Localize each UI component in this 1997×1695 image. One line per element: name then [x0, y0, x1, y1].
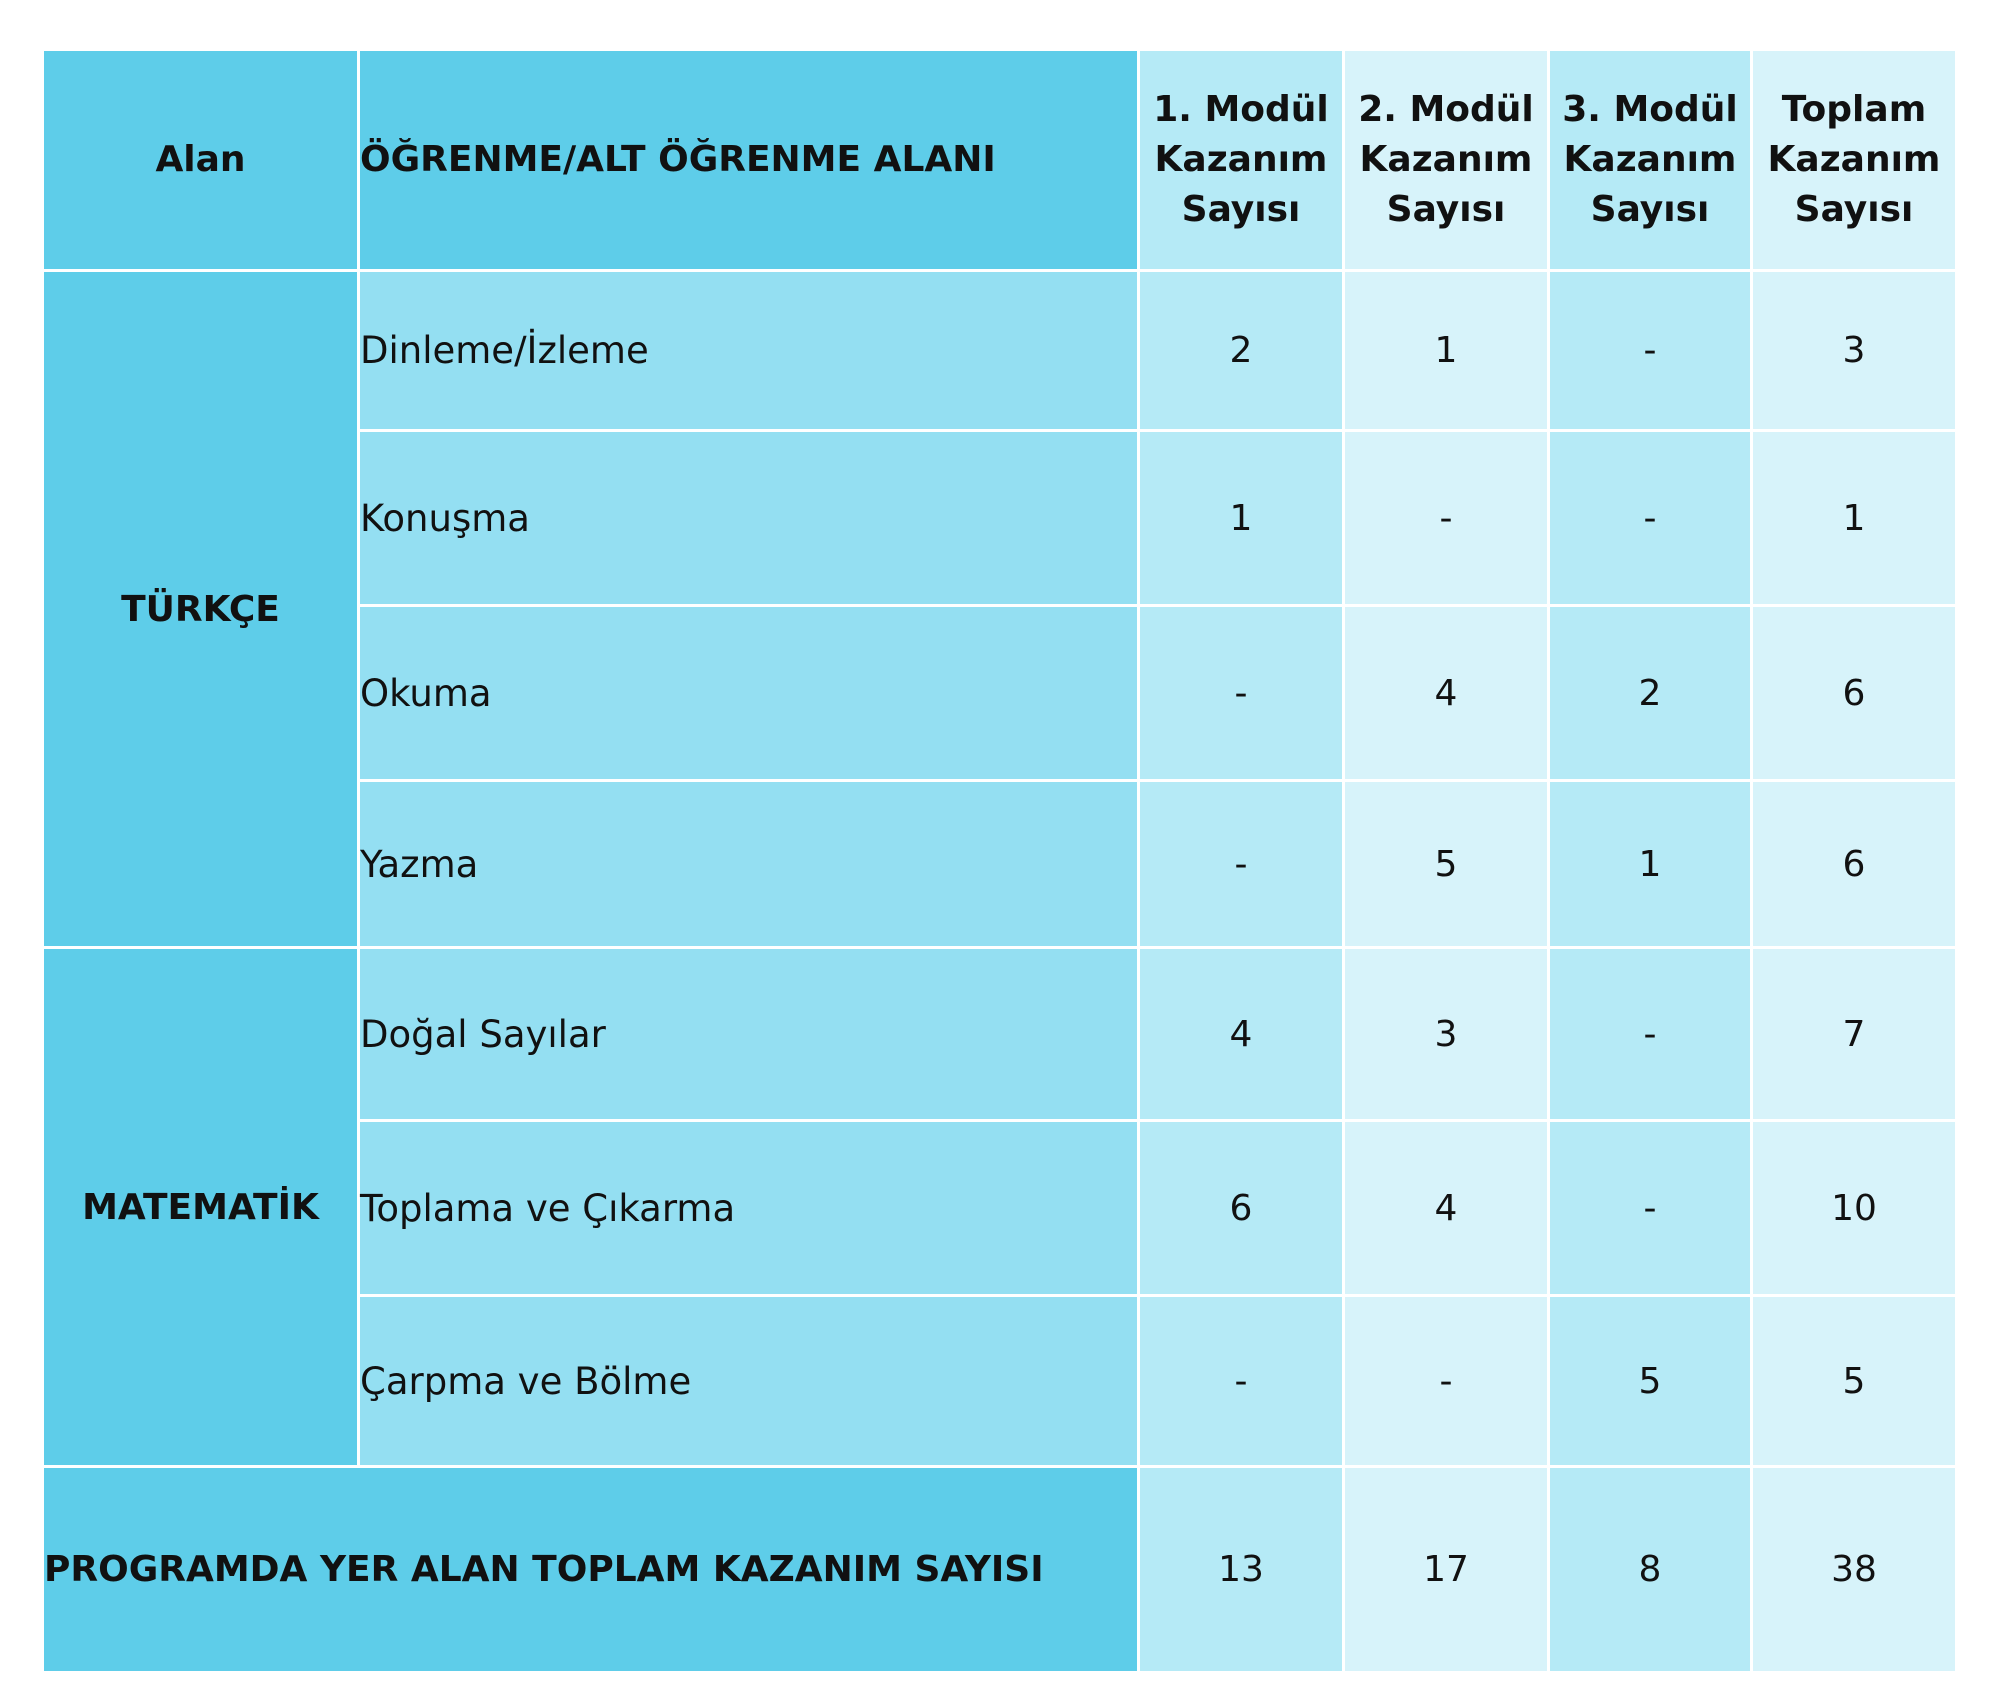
sub-area-label: Dinleme/İzleme [359, 271, 1139, 431]
value-cell: 6 [1139, 1121, 1344, 1296]
value-cell: - [1549, 431, 1752, 606]
header-modul-1: 1. Modül Kazanım Sayısı [1139, 50, 1344, 271]
sub-area-label: Okuma [359, 606, 1139, 781]
value-cell: 5 [1549, 1296, 1752, 1467]
value-cell: - [1549, 271, 1752, 431]
total-row [43, 1467, 1957, 1673]
value-cell: 1 [1139, 431, 1344, 606]
value-cell: 3 [1752, 271, 1957, 431]
table-row [43, 948, 1957, 1121]
area-turkce: TÜRKÇE [43, 271, 359, 948]
value-cell: 1 [1752, 431, 1957, 606]
value-cell: 1 [1549, 781, 1752, 948]
total-value: 13 [1139, 1467, 1344, 1673]
value-cell: 4 [1344, 1121, 1549, 1296]
total-value: 17 [1344, 1467, 1549, 1673]
value-cell: 3 [1344, 948, 1549, 1121]
value-cell: 7 [1752, 948, 1957, 1121]
value-cell: - [1139, 606, 1344, 781]
value-cell: - [1139, 1296, 1344, 1467]
header-modul-3: 3. Modül Kazanım Sayısı [1549, 50, 1752, 271]
total-value: 8 [1549, 1467, 1752, 1673]
value-cell: - [1139, 781, 1344, 948]
value-cell: 6 [1752, 606, 1957, 781]
header-modul-2: 2. Modül Kazanım Sayısı [1344, 50, 1549, 271]
value-cell: 5 [1752, 1296, 1957, 1467]
sub-area-label: Çarpma ve Bölme [359, 1296, 1139, 1467]
value-cell: 10 [1752, 1121, 1957, 1296]
header-row [43, 50, 1957, 271]
area-matematik: MATEMATİK [43, 948, 359, 1467]
value-cell: 6 [1752, 781, 1957, 948]
value-cell: - [1344, 1296, 1549, 1467]
value-cell: - [1549, 948, 1752, 1121]
value-cell: 4 [1139, 948, 1344, 1121]
total-label: PROGRAMDA YER ALAN TOPLAM KAZANIM SAYISI [43, 1467, 1139, 1673]
kazanim-table [41, 48, 1958, 1674]
value-cell: 5 [1344, 781, 1549, 948]
header-ogrenme-alani: ÖĞRENME/ALT ÖĞRENME ALANI [359, 50, 1139, 271]
value-cell: - [1549, 1121, 1752, 1296]
sub-area-label: Yazma [359, 781, 1139, 948]
sub-area-label: Doğal Sayılar [359, 948, 1139, 1121]
total-value: 38 [1752, 1467, 1957, 1673]
header-alan: Alan [43, 50, 359, 271]
value-cell: 2 [1139, 271, 1344, 431]
value-cell: 2 [1549, 606, 1752, 781]
value-cell: - [1344, 431, 1549, 606]
value-cell: 4 [1344, 606, 1549, 781]
sub-area-label: Toplama ve Çıkarma [359, 1121, 1139, 1296]
value-cell: 1 [1344, 271, 1549, 431]
header-toplam: Toplam Kazanım Sayısı [1752, 50, 1957, 271]
sub-area-label: Konuşma [359, 431, 1139, 606]
table-row [43, 271, 1957, 431]
